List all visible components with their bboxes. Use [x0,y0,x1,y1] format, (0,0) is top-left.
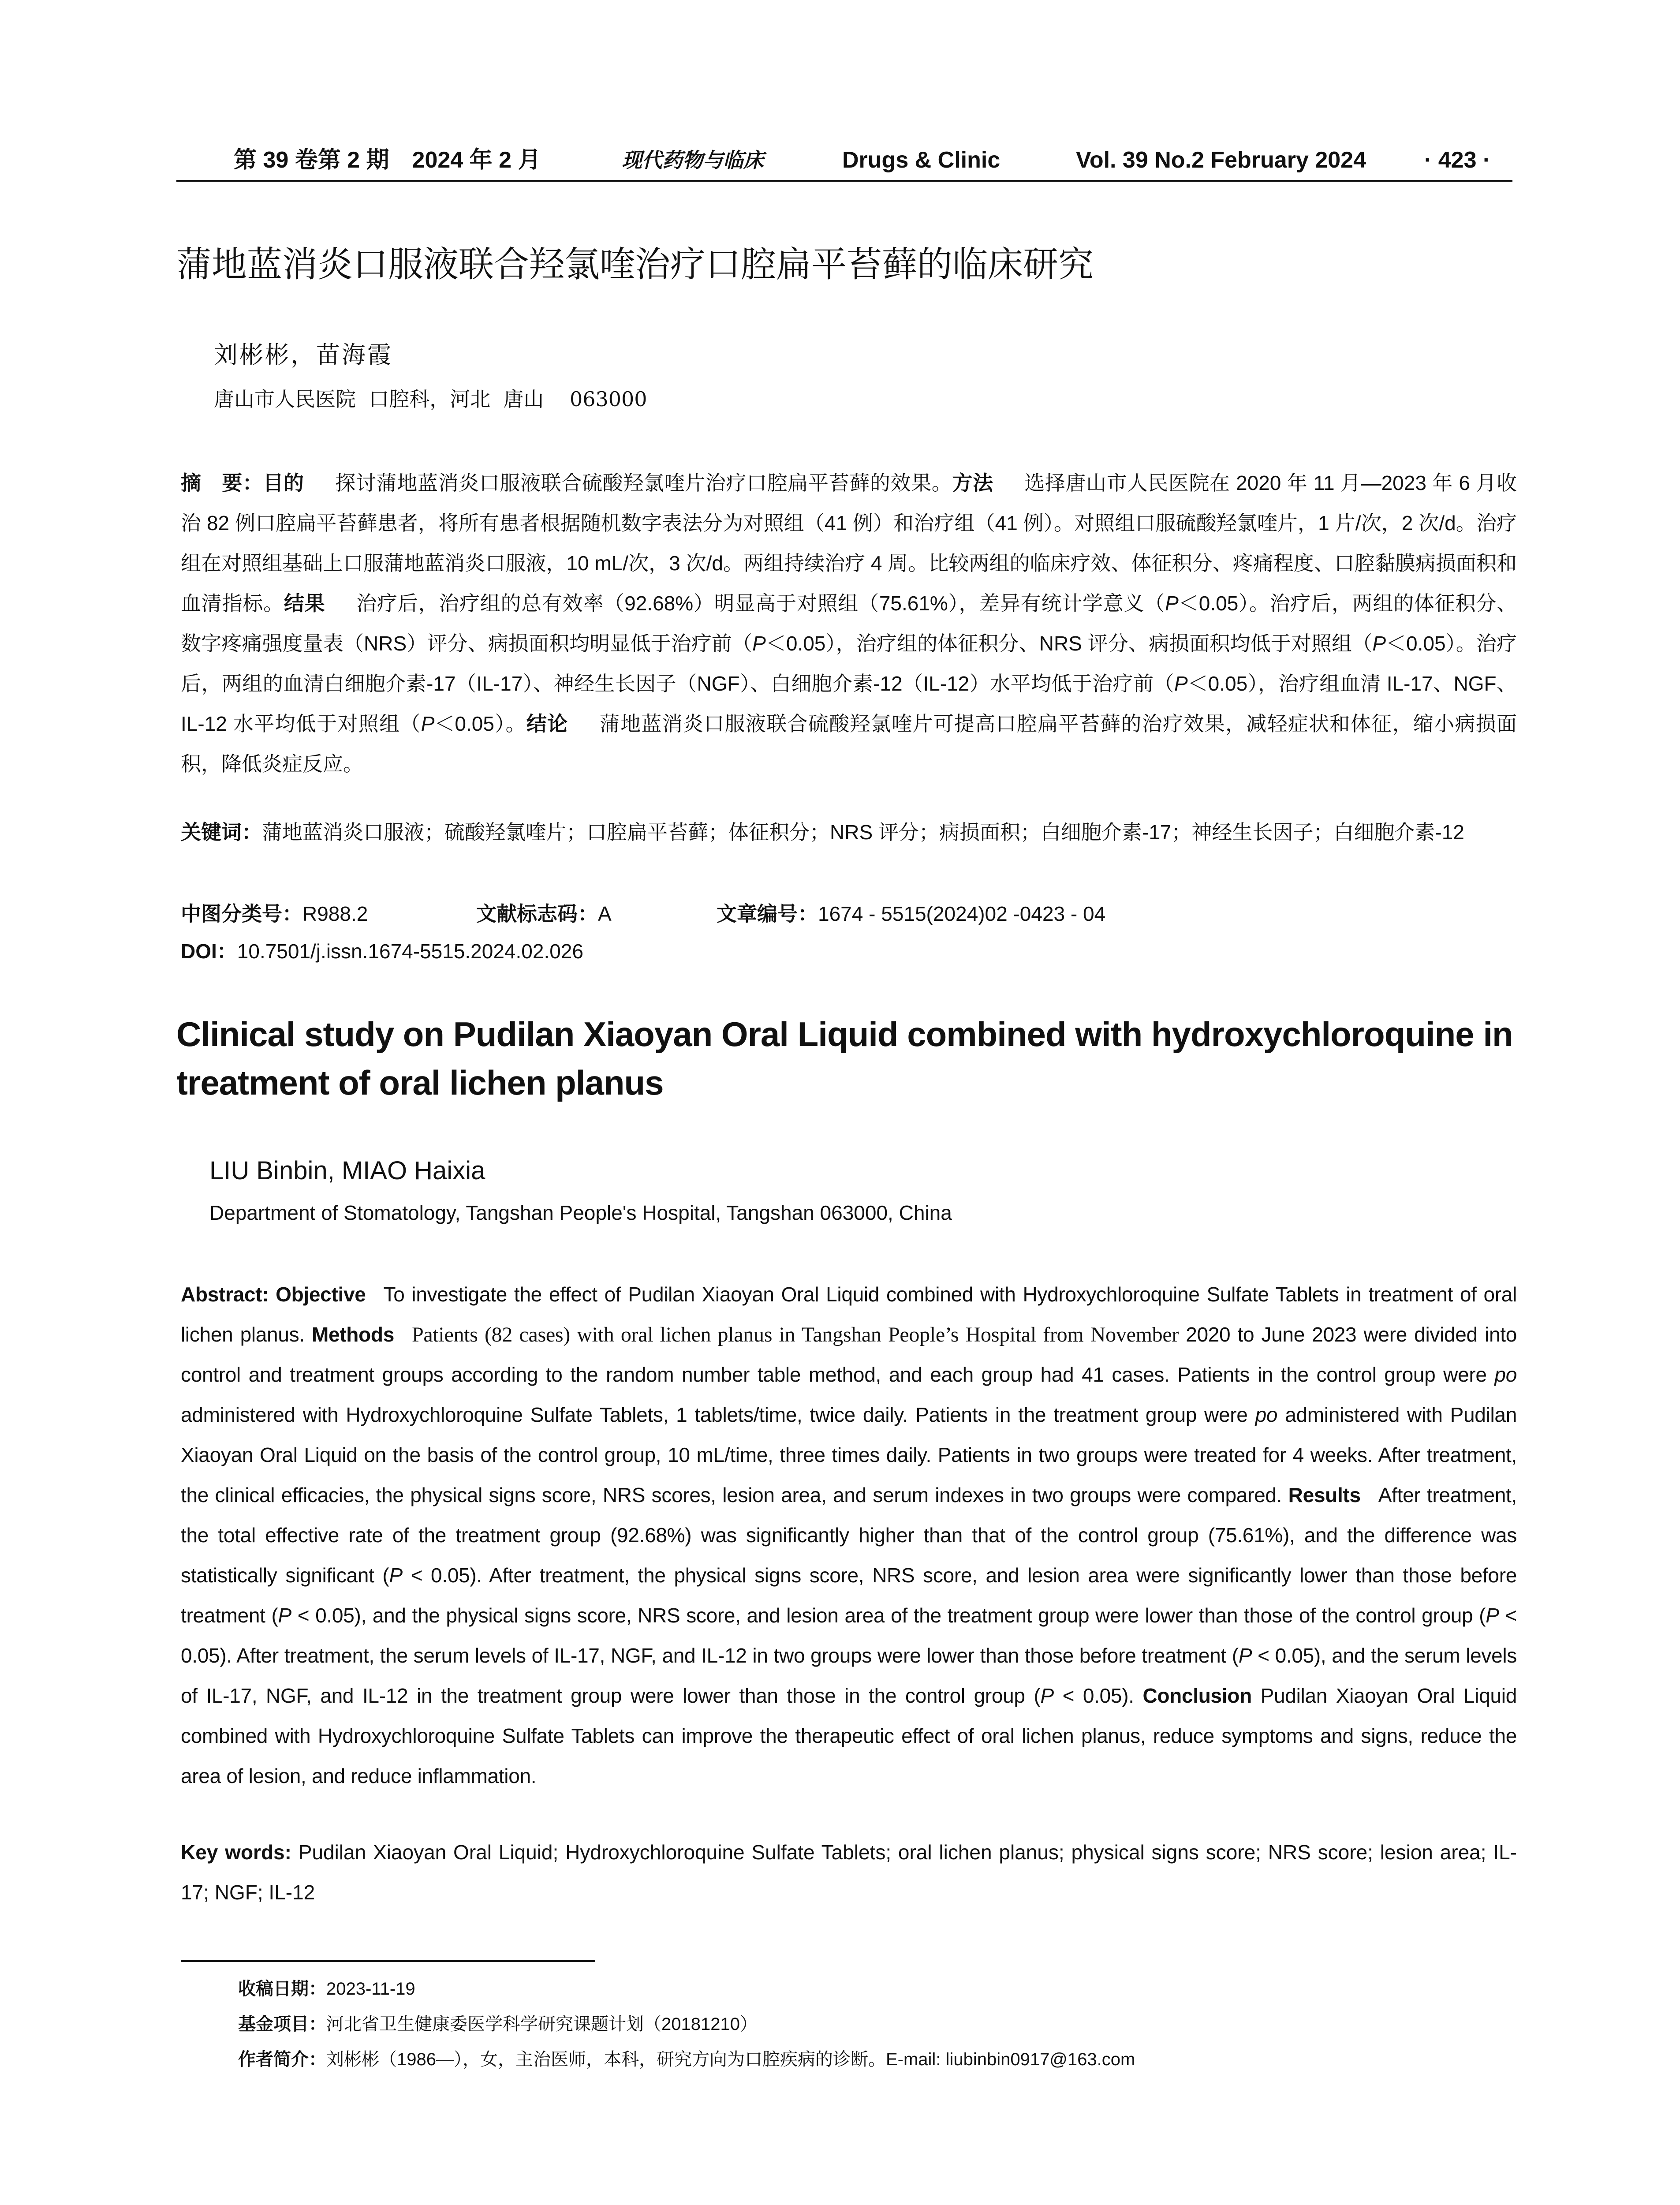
abstract-cn-results-2: ＜0.05）。治疗后，两组的体征积分、数字疼痛强度量表（NRS）评分、病损面积均明显低于治疗前（ [181,592,1517,655]
abstract-en-methods-2: 2020 to June 2023 were divided into control and treatment groups according to the random number table method, and each group had 41 cases. Patients in the control group were [181,1323,1517,1386]
abstract-en-conclusion-label: Conclusion [1142,1684,1252,1707]
p-symbol: P [421,712,435,735]
keywords-cn-label: 关键词： [181,821,262,844]
abstract-en-methods-label: Methods [311,1323,394,1346]
p-symbol: P [1372,632,1386,655]
abstract-en-results-label: Results [1288,1484,1361,1506]
abstract-en-results-4: < 0.05). After treatment, the serum levels of IL-17, NGF, and IL-12 in two groups were lower than those before treatment ( [181,1604,1517,1667]
article-value: 1674 - 5515(2024)02 -0423 - 04 [818,902,1106,925]
header-volume-cn: 第 39 卷第 2 期 2024 年 2 月 [234,147,541,173]
abstract-cn-objective: 探讨蒲地蓝消炎口服液联合硫酸羟氯喹片治疗口腔扁平苔藓的效果。 [335,471,952,494]
doi-label: DOI： [181,940,237,963]
footnotes [238,1971,1517,2077]
header-page-number: · 423 · [1424,147,1491,173]
p-symbol: P [389,1564,403,1587]
abstract-en-label: Abstract: [181,1283,276,1306]
abstract-cn-methods-label: 方法 [952,471,993,494]
bio-text: 刘彬彬（1986—），女，主治医师，本科，研究方向为口腔疾病的诊断。E-mail: liubinbin0917@163.com [326,2050,1135,2069]
abstract-cn-results-4: ＜0.05）。治疗后，两组的血清白细胞介素-17（IL-17）、神经生长因子（NGF）、白细胞介素-12（IL-12）水平均低于治疗前（ [181,632,1517,695]
abstract-cn-conclusion: 蒲地蓝消炎口服液联合硫酸羟氯喹片可提高口腔扁平苔藓的治疗效果，减轻症状和体征，缩小病损面积，降低炎症反应。 [181,712,1517,775]
abstract-cn-label: 摘 要： [181,471,263,494]
abstract-cn-results-3: ＜0.05），治疗组的体征积分、NRS 评分、病损面积均低于对照组（ [765,632,1373,655]
document-code [476,895,612,933]
fund-label: 基金项目： [238,2014,326,2034]
abstract-cn-objective-label: 目的 [263,471,304,494]
abstract-en-methods: Patients (82 cases) with oral lichen planus in Tangshan People’s Hospital from November [411,1323,1179,1346]
doi-line [181,933,583,970]
p-symbol: P [1486,1604,1499,1627]
p-symbol: P [1040,1684,1054,1707]
affiliation-cn: 唐山市人民医院 口腔科，河北 唐山 063000 [214,387,647,411]
abstract-en-results-3: < 0.05), and the physical signs score, NRS score, and lesion area of the treatment group were lower than those of the control group ( [291,1604,1486,1627]
doi-link[interactable]: 10.7501/j.issn.1674-5515.2024.02.026 [237,940,583,963]
po-abbrev: po [1494,1363,1517,1386]
affiliation-en: Department of Stomatology, Tangshan People's Hospital, Tangshan 063000, China [209,1201,952,1224]
header-journal-en: Drugs & Clinic [842,147,1001,173]
title-cn: 蒲地蓝消炎口服液联合羟氯喹治疗口腔扁平苔藓的临床研究 [176,245,1094,284]
abstract-en-methods-3: administered with Hydroxychloroquine Sulfate Tablets, 1 tablets/time, twice daily. Patients in the treatment group were [181,1403,1255,1426]
clc-value: R988.2 [302,902,368,925]
abstract-en [181,1274,1517,1796]
footnote-received [238,1971,1517,2007]
authors-cn: 刘彬彬，苗海霞 [214,341,393,369]
footnote-author-bio [238,2042,1517,2077]
abstract-cn-methods: 选择唐山市人民医院在 2020 年 11 月—2023 年 6 月收治 82 例口腔扁平苔藓患者，将所有患者根据随机数字表法分为对照组（41 例）和治疗组（41 例）。对照组口服硫酸羟氯喹片，1 片/次，2 次/d。治疗组在对照组基础上口服蒲地蓝消炎口服液，10 mL/次，3 次/d。两组持续治疗 4 周。比较两组的临床疗效、体征积分、疼痛程度、口腔黏膜病损面积和血清指标。 [181,471,1517,615]
abstract-cn-results-1: 治疗后，治疗组的总有效率（92.68%）明显高于对照组（75.61%），差异有统计学意义（ [356,592,1165,615]
p-symbol: P [752,632,766,655]
p-symbol: P [1174,672,1188,695]
header-volume-en: Vol. 39 No.2 February 2024 [1076,147,1366,173]
p-symbol: P [1165,592,1179,615]
po-abbrev: po [1255,1403,1278,1426]
clc-label: 中图分类号： [181,902,302,925]
abstract-en-results-6: < 0.05). [1053,1684,1143,1707]
abstract-cn-results-6: ＜0.05）。 [434,712,526,735]
p-symbol: P [1238,1644,1252,1667]
keywords-en [181,1832,1517,1913]
keywords-en-label: Key words: [181,1841,299,1864]
abstract-en-objective: To investigate the effect of Pudilan Xiaoyan Oral Liquid combined with Hydroxychloroquine Sulfate Tablets in treatment of oral lichen planus. [181,1283,1517,1346]
title-en: Clinical study on Pudilan Xiaoyan Oral Liquid combined with hydroxychloroquine in treatment of oral lichen planus [176,1015,1513,1102]
keywords-cn [181,814,1517,851]
abstract-en-results-5: < 0.05), and the serum levels of IL-17, NGF, and IL-12 in the treatment group were lower than those in the control group ( [181,1644,1517,1707]
running-header [176,140,1512,182]
abstract-en-conclusion: Pudilan Xiaoyan Oral Liquid combined with Hydroxychloroquine Sulfate Tablets can improve the therapeutic effect of oral lichen planus, reduce symptoms and signs, reduce the area of lesion, and reduce inflammation. [181,1684,1517,1787]
abstract-en-methods-4: administered with Pudilan Xiaoyan Oral Liquid on the basis of the control group, 10 mL/time, three times daily. Patients in two groups were treated for 4 weeks. After treatment, the clinical efficacies, the physical signs score, NRS scores, lesion area, and serum indexes in two groups were compared. [181,1403,1517,1506]
keywords-en-text: Pudilan Xiaoyan Oral Liquid; Hydroxychloroquine Sulfate Tablets; oral lichen planus; physical signs score; NRS score; lesion area; IL-17; NGF; IL-12 [181,1841,1517,1904]
footnote-fund [238,2007,1517,2042]
header-journal-cn: 现代药物与临床 [622,148,764,172]
authors-en: LIU Binbin, MIAO Haixia [209,1156,485,1185]
abstract-cn [181,463,1517,784]
article-label: 文章编号： [717,902,818,925]
doc-label: 文献标志码： [476,902,598,925]
doc-value: A [598,902,612,925]
keywords-cn-text: 蒲地蓝消炎口服液；硫酸羟氯喹片；口腔扁平苔藓；体征积分；NRS 评分；病损面积；白细胞介素-17；神经生长因子；白细胞介素-12 [262,821,1464,844]
abstract-en-results-1: After treatment, the total effective rate of the treatment group (92.68%) was significantly higher than that of the control group (75.61%), and the difference was statistically significant ( [181,1484,1517,1587]
abstract-en-results-2: < 0.05). After treatment, the physical signs score, NRS score, and lesion area were significantly lower than those before treatment ( [181,1564,1517,1627]
abstract-cn-conclusion-label: 结论 [526,712,568,735]
p-symbol: P [278,1604,291,1627]
abstract-cn-results-5: ＜0.05），治疗组血清 IL-17、NGF、IL-12 水平均低于对照组（ [181,672,1517,735]
received-label: 收稿日期： [238,1979,326,1999]
abstract-en-objective-label: Objective [276,1283,366,1306]
received-date: 2023-11-19 [326,1979,415,1999]
abstract-cn-results-label: 结果 [284,592,325,615]
bio-label: 作者简介： [238,2050,326,2069]
footnote-divider [181,1960,595,1962]
clc-number [181,895,368,933]
article-number [717,895,1106,933]
fund-text: 河北省卫生健康委医学科学研究课题计划（20181210） [326,2014,758,2034]
